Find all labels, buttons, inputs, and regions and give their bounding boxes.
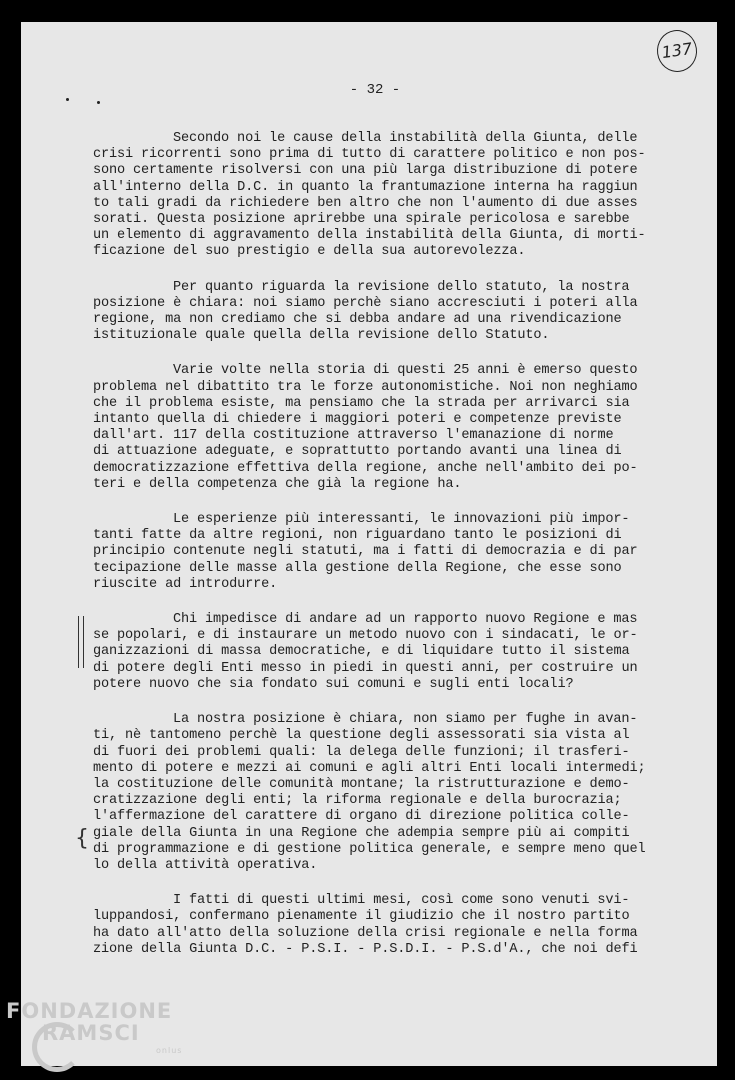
text-line: ganizzazioni di massa democratiche, e di liquidare tutto il sistema [93,644,630,660]
paragraph [93,363,658,493]
text-line: luppandosi, confermano pienamente il giudizio che il nostro partito [93,909,630,925]
text-line: di attuazione adeguate, e soprattutto portando avanti una linea di [93,444,622,460]
text-line: La nostra posizione è chiara, non siamo per fughe in avan- [173,712,638,728]
paragraph [93,712,658,874]
text-line: dall'art. 117 della costituzione attraverso l'emanazione di norme [93,428,614,444]
text-line: lo della attività operativa. [93,857,318,873]
paragraph [93,612,658,693]
text-line: crisi ricorrenti sono prima di tutto di carattere politico e non pos- [93,147,646,163]
text-line: giale della Giunta in una Regione che adempia sempre più ai compiti [93,825,630,841]
text-line: istituzionale quale quella della revisione dello Statuto. [93,328,550,344]
text-line: di potere degli Enti messo in piedi in questi anni, per costruire un [93,660,638,676]
text-line: posizione è chiara: noi siamo perchè siano accresciuti i poteri alla [93,295,638,311]
text-line: problema nel dibattito tra le forze autonomistiche. Noi non neghiamo [93,379,638,395]
paragraph [93,512,658,593]
text-line: che il problema esiste, ma pensiamo che la strada per arrivarci sia [93,395,630,411]
text-line: sorati. Questa posizione aprirebbe una spirale pericolosa e sarebbe [93,212,630,228]
text-line: la costituzione delle comunità montane; la ristrutturazione e demo- [93,776,630,792]
margin-dot [97,101,100,104]
text-line: mento di potere e mezzi ai comuni e agli altri Enti locali intermedi; [93,760,646,776]
text-line: Chi impedisce di andare ad un rapporto nuovo Regione e mas [173,612,638,628]
text-line: riuscite ad introdurre. [93,576,278,592]
text-line: I fatti di questi ultimi mesi, così come sono venuti svi- [173,893,630,909]
text-line: l'affermazione del carattere di organo di direzione politica colle- [93,809,630,825]
text-line: tanti fatte da altre regioni, non riguardano tanto le posizioni di [93,528,622,544]
text-line: potere nuovo che sia fondato sui comuni e sugli enti locali? [93,676,574,692]
text-line: tecipazione delle masse alla gestione della Regione, che esse sono [93,560,622,576]
margin-dot [66,98,69,101]
page-number: - 32 - [349,82,401,98]
text-line: cratizzazione degli enti; la riforma regionale e della burocrazia; [93,793,622,809]
margin-brace-mark: { [75,826,89,851]
text-line: se popolari, e di instaurare un metodo nuovo con i sindacati, le or- [93,628,638,644]
text-line: zione della Giunta D.C. - P.S.I. - P.S.D.I. - P.S.d'A., che noi defi [93,941,638,957]
watermark-line1: FONDAZIONE [6,999,173,1023]
text-line: teri e della competenza che già la regione ha. [93,476,462,492]
text-line: di fuori dei problemi quali: la delega delle funzioni; il trasferi- [93,744,630,760]
watermark-logo [6,999,183,1055]
text-line: intanto quella di chiedere i maggiori poteri e competenze previste [93,412,622,428]
text-line: all'interno della D.C. in quanto la frantumazione interna ha raggiun [93,179,638,195]
paragraph [93,131,658,261]
text-line: ha dato all'atto della soluzione della crisi regionale e nella forma [93,925,638,941]
text-line: di programmazione e di gestione politica generale, e sempre meno quel [93,841,646,857]
folio-stamp: 137 [654,27,699,74]
margin-bar-mark [78,616,84,668]
document-body [93,131,658,977]
text-line: ti, nè tantomeno perchè la questione degli assessorati sia vista al [93,728,630,744]
paragraph [93,893,658,958]
text-line: Le esperienze più interessanti, le innovazioni più impor- [173,512,630,528]
text-line: Secondo noi le cause della instabilità della Giunta, delle [173,131,638,146]
text-line: democratizzazione effettiva della regione, anche nell'ambito dei po- [93,460,638,476]
text-line: sono certamente risolversi con una più larga distribuzione di potere [93,163,638,179]
watermark-suffix: onlus [156,1046,183,1055]
watermark-g-icon [32,1022,82,1072]
text-line: un elemento di aggravamento della instabilità della Giunta, di morti- [93,228,646,244]
watermark-line2: RAMSCI [42,1021,140,1045]
text-line: principio contenute negli statuti, ma i fatti di democrazia e di par [93,544,638,560]
paragraph [93,280,658,345]
text-line: ficazione del suo prestigio e della sua autorevolezza. [93,244,526,260]
text-line: regione, ma non crediamo che si debba andare ad una rivendicazione [93,312,622,328]
text-line: Varie volte nella storia di questi 25 anni è emerso questo [173,363,638,379]
text-line: Per quanto riguarda la revisione dello statuto, la nostra [173,279,630,295]
text-line: to tali gradi da richiedere ben altro che non l'aumento di due asses [93,195,638,211]
